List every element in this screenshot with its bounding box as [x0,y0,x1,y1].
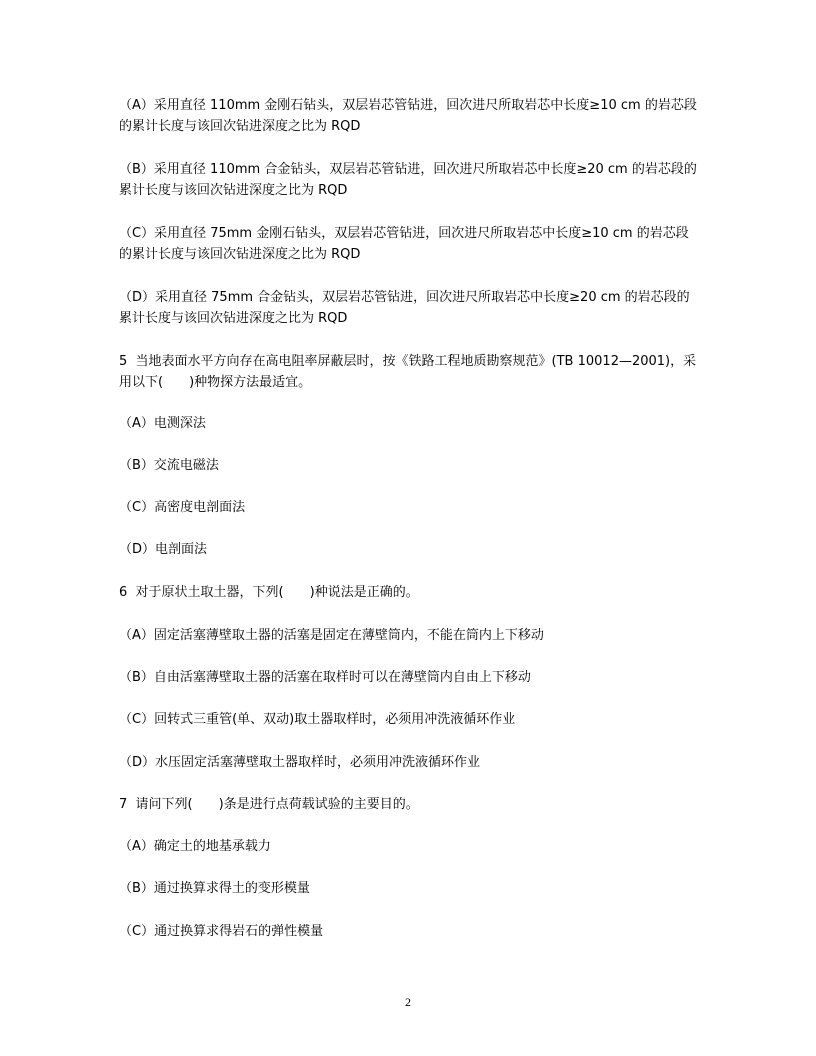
option-text: 电剖面法 [155,542,208,557]
q5-option-c [119,497,697,518]
option-label: （B） [119,670,154,685]
question-number: 7 [119,797,128,812]
q6-option-c [119,709,697,730]
option-text: 回转式三重管(单、双动)取土器取样时，必须用冲洗液循环作业 [154,712,516,727]
option-label: （D） [119,542,156,557]
option-label: （C） [119,924,155,939]
option-text: 通过换算求得土的变形模量 [153,881,310,896]
q5-option-d [119,539,697,560]
q5-option-b [119,455,697,476]
q7-option-a [119,836,697,857]
question-number: 5 [119,354,128,369]
question-text: 请问下列( )条是进行点荷载试验的主要目的。 [135,797,419,812]
option-text: 交流电磁法 [153,458,219,473]
option-label: （B） [119,162,154,177]
option-text: 采用直径 75mm 合金钻头，双层岩芯管钻进，回次进尺所取岩芯中长度≥20 cm 的岩芯段的累计长度与该回次钻进深度之比为 RQD [119,290,690,326]
q5-option-a [119,413,697,434]
option-label: （B） [119,881,154,896]
q7-option-c [119,921,697,942]
option-text: 高密度电剖面法 [154,500,246,515]
option-text: 采用直径 110mm 金刚石钻头，双层岩芯管钻进，回次进尺所取岩芯中长度≥10 cm 的岩芯段的累计长度与该回次钻进深度之比为 RQD [119,98,697,134]
q4-option-b [119,159,697,201]
option-text: 固定活塞薄壁取土器的活塞是固定在薄壁筒内，不能在筒内上下移动 [153,628,544,643]
q5-stem [119,351,697,393]
option-text: 确定土的地基承载力 [153,839,271,854]
option-label: （A） [119,839,154,854]
option-text: 电测深法 [153,416,206,431]
option-label: （D） [119,290,156,305]
question-number: 6 [119,585,128,600]
q6-option-a [119,625,697,646]
page-number: 2 [405,995,411,1009]
option-label: （B） [119,458,154,473]
option-label: （C） [119,226,155,241]
question-text: 对于原状土取土器，下列( )种说法是正确的。 [135,585,419,600]
option-text: 采用直径 75mm 金刚石钻头，双层岩芯管钻进，回次进尺所取岩芯中长度≥10 cm 的岩芯段的累计长度与该回次钻进深度之比为 RQD [119,226,689,262]
q4-option-c [119,223,697,265]
option-label: （A） [119,416,154,431]
question-text: 当地表面水平方向存在高电阻率屏蔽层时，按《铁路工程地质勘察规范》(TB 10012—2001)，采用以下( )种物探方法最适宜。 [119,354,697,390]
q6-stem [119,582,697,603]
q4-option-a [119,95,697,137]
option-label: （D） [119,755,156,770]
option-text: 通过换算求得岩石的弹性模量 [154,924,324,939]
option-text: 采用直径 110mm 合金钻头，双层岩芯管钻进，回次进尺所取岩芯中长度≥20 cm 的岩芯段的累计长度与该回次钻进深度之比为 RQD [119,162,697,198]
option-text: 自由活塞薄壁取土器的活塞在取样时可以在薄壁筒内自由上下移动 [153,670,531,685]
q6-option-d [119,752,697,773]
q7-option-b [119,878,697,899]
q7-stem [119,794,697,815]
option-label: （C） [119,712,155,727]
option-label: （C） [119,500,155,515]
option-label: （A） [119,98,154,113]
q6-option-b [119,667,697,688]
option-label: （A） [119,628,154,643]
option-text: 水压固定活塞薄壁取土器取样时，必须用冲洗液循环作业 [155,755,481,770]
q4-option-d [119,287,697,329]
